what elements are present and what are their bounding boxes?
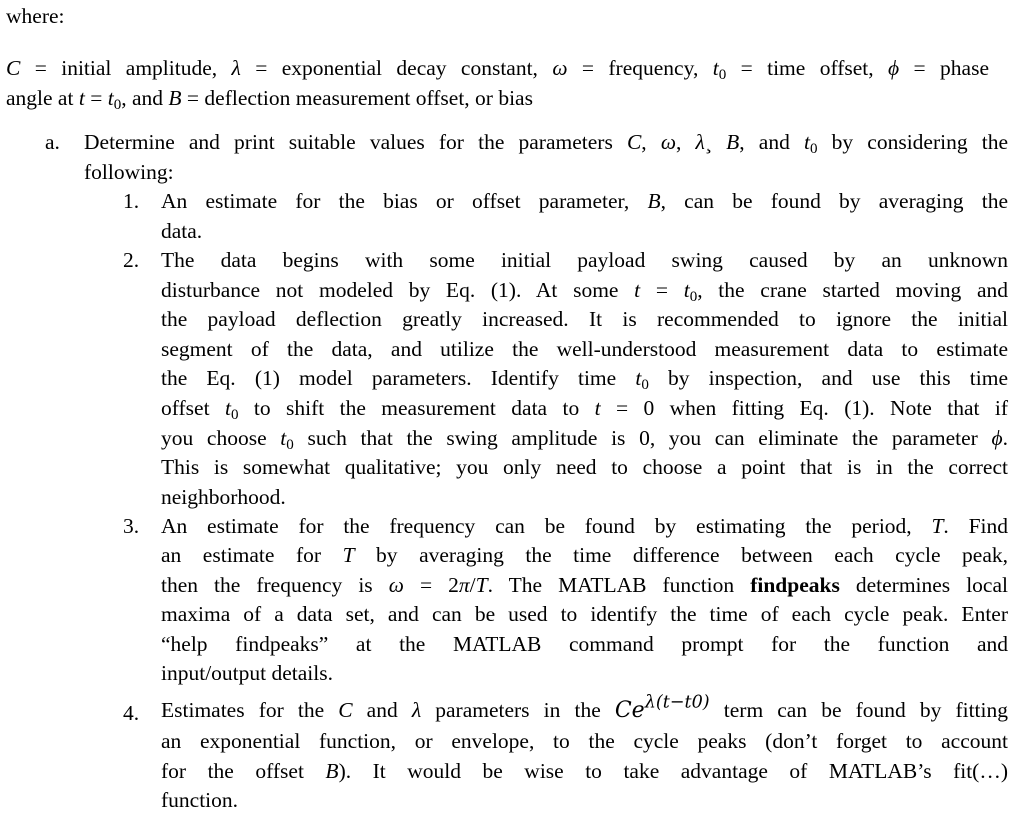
definition-line-2: angle at $t = t_0$, and B = deflection measurement offset, or bias bbox=[6, 86, 533, 113]
step-2-line: The data begins with some initial payload swing caused by an unknown bbox=[161, 248, 1008, 272]
step-2-line: neighborhood. bbox=[161, 485, 286, 509]
step-3-line: an estimate for T by averaging the time difference between each cycle peak, bbox=[161, 543, 1008, 567]
step-3-line: An estimate for the frequency can be found by estimating the period, T. Find bbox=[161, 514, 1009, 538]
step-4-line: Estimates for the C and λ parameters in the $Ce^{\lambda(t-t0)}$ term can be found by fitting bbox=[161, 692, 1009, 723]
step-4-number: 4. bbox=[123, 701, 140, 725]
step-2-line: segment of the data, and utilize the well-understood measurement data to estimate bbox=[161, 337, 1008, 361]
step-3-number: 3. bbox=[123, 514, 140, 538]
part-a-label: a. bbox=[45, 130, 60, 154]
step-3-line: maxima of a data set, and can be used to identify the time of each cycle peak. Enter bbox=[161, 602, 1008, 626]
where-label: where: bbox=[6, 4, 65, 28]
step-2-line: disturbance not modeled by Eq. (1). At some $t = t_0$, the crane started moving and bbox=[161, 278, 1008, 305]
step-2-line: the Eq. (1) model parameters. Identify time $t_0$ by inspection, and use this time bbox=[161, 366, 1008, 393]
step-1-line: data. bbox=[161, 219, 203, 243]
step-1-number: 1. bbox=[123, 189, 140, 213]
step-3-line: then the frequency is ω = 2π/T. The MATLAB function findpeaks determines local bbox=[161, 573, 1008, 597]
step-3-line: “help findpeaks” at the MATLAB command prompt for the function and bbox=[161, 632, 1008, 656]
step-2-line: offset $t_0$ to shift the measurement data to t = 0 when fitting Eq. (1). Note that if bbox=[161, 396, 1008, 423]
step-3-line: input/output details. bbox=[161, 661, 333, 685]
step-4-line: function. bbox=[161, 788, 239, 812]
step-2-line: This is somewhat qualitative; you only need to choose a point that is in the correct bbox=[161, 455, 1008, 479]
step-4-line: an exponential function, or envelope, to the cycle peaks (don’t forget to account bbox=[161, 729, 1008, 753]
step-2-line: the payload deflection greatly increased. It is recommended to ignore the initial bbox=[161, 307, 1008, 331]
step-1-line: An estimate for the bias or offset parameter, B, can be found by averaging the bbox=[161, 189, 1008, 213]
step-2-number: 2. bbox=[123, 248, 140, 272]
part-a-line-1: Determine and print suitable values for the parameters C, ω, λ¸ B, and $t_0$ by considering the bbox=[84, 130, 1008, 157]
definition-line-1: C = initial amplitude, λ = exponential decay constant, ω = frequency, $t_0$ = time offset, ϕ = phase bbox=[6, 56, 990, 83]
step-2-line: you choose $t_0$ such that the swing amplitude is 0, you can eliminate the parameter ϕ. bbox=[161, 426, 1009, 453]
step-4-line: for the offset B). It would be wise to take advantage of MATLAB’s fit(…) bbox=[161, 759, 1008, 783]
part-a-line-2: following: bbox=[84, 160, 174, 184]
